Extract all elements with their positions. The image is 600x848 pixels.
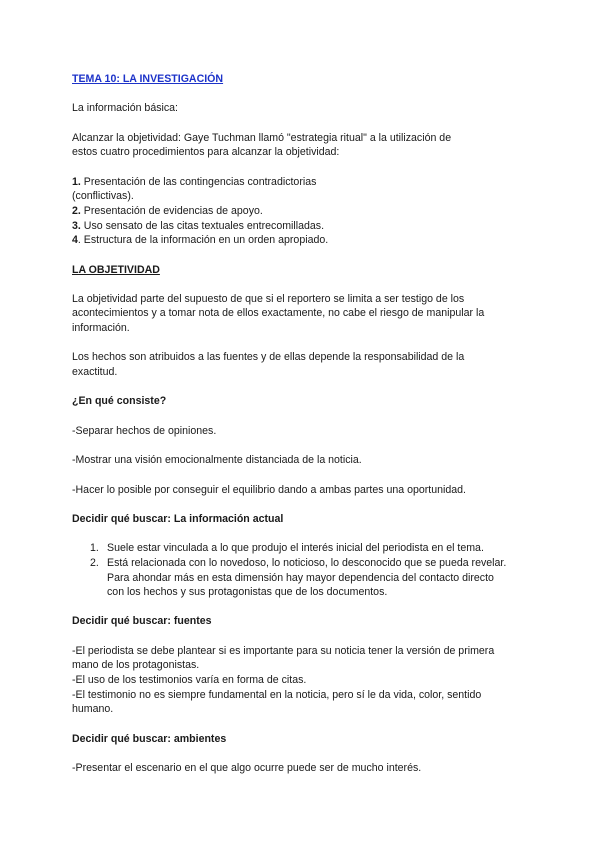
section-heading-info-actual: Decidir qué buscar: La información actual: [72, 513, 284, 525]
procedure-text: . Estructura de la información en un orden apropiado.: [77, 234, 329, 246]
procedure-text: Uso sensato de las citas textuales entrecomilladas.: [80, 220, 325, 232]
paragraph-line: -El uso de los testimonios varía en forma de citas.: [72, 674, 307, 686]
objectivity-intro-line: Alcanzar la objetividad: Gaye Tuchman llamó "estrategia ritual" a la utilización de: [72, 132, 452, 144]
list-text: Suele estar vinculada a lo que produjo el interés inicial del periodista en el tema.: [107, 542, 484, 554]
list-item: -Mostrar una visión emocionalmente distanciada de la noticia.: [72, 454, 362, 466]
procedure-number: 4: [72, 234, 78, 246]
page-title: TEMA 10: LA INVESTIGACIÓN: [72, 73, 224, 85]
section-heading-ambientes: Decidir qué buscar: ambientes: [72, 733, 227, 745]
procedure-text: Presentación de las contingencias contradictorias: [80, 176, 317, 188]
paragraph-line: -El periodista se debe plantear si es importante para su noticia tener la versión de primera: [72, 645, 495, 657]
section-heading-fuentes: Decidir qué buscar: fuentes: [72, 615, 212, 627]
paragraph-line: acontecimientos y a tomar nota de ellos exactamente, no cabe el riesgo de manipular la: [72, 307, 485, 319]
procedure-item: [72, 175, 316, 189]
procedure-text: (conflictivas).: [72, 190, 134, 202]
procedure-item: [72, 204, 263, 218]
section-heading-objetividad: LA OBJETIVIDAD: [72, 264, 160, 276]
paragraph-line: exactitud.: [72, 366, 118, 378]
procedure-item: [72, 189, 134, 203]
procedure-text: Presentación de evidencias de apoyo.: [80, 205, 263, 217]
objectivity-intro-line: estos cuatro procedimientos para alcanzar la objetividad:: [72, 146, 340, 158]
intro-label: La información básica:: [72, 102, 178, 114]
procedure-number: 2.: [72, 205, 81, 217]
paragraph-line: -El testimonio no es siempre fundamental en la noticia, pero sí le da vida, color, sentido: [72, 689, 482, 701]
paragraph-line: mano de los protagonistas.: [72, 659, 200, 671]
procedure-item: [72, 233, 328, 247]
list-text: Está relacionada con lo novedoso, lo noticioso, lo desconocido que se pueda revelar.: [107, 557, 507, 569]
list-number: 2.: [90, 557, 99, 569]
procedure-item: [72, 219, 324, 233]
list-item: -Separar hechos de opiniones.: [72, 425, 217, 437]
paragraph-line: La objetividad parte del supuesto de que si el reportero se limita a ser testigo de los: [72, 293, 465, 305]
procedure-number: 1.: [72, 176, 81, 188]
paragraph-line: información.: [72, 322, 130, 334]
list-text: Para ahondar más en esta dimensión hay mayor dependencia del contacto directo: [107, 572, 494, 584]
paragraph-line: -Presentar el escenario en el que algo ocurre puede ser de mucho interés.: [72, 762, 422, 774]
list-item: -Hacer lo posible por conseguir el equilibrio dando a ambas partes una oportunidad.: [72, 484, 466, 496]
paragraph-line: Los hechos son atribuidos a las fuentes y de ellas depende la responsabilidad de la: [72, 351, 465, 363]
section-heading-consiste: ¿En qué consiste?: [72, 395, 167, 407]
list-text: con los hechos y sus protagonistas que de los documentos.: [107, 586, 388, 598]
procedure-number: 3.: [72, 220, 81, 232]
list-number: 1.: [90, 542, 99, 554]
paragraph-line: humano.: [72, 703, 114, 715]
